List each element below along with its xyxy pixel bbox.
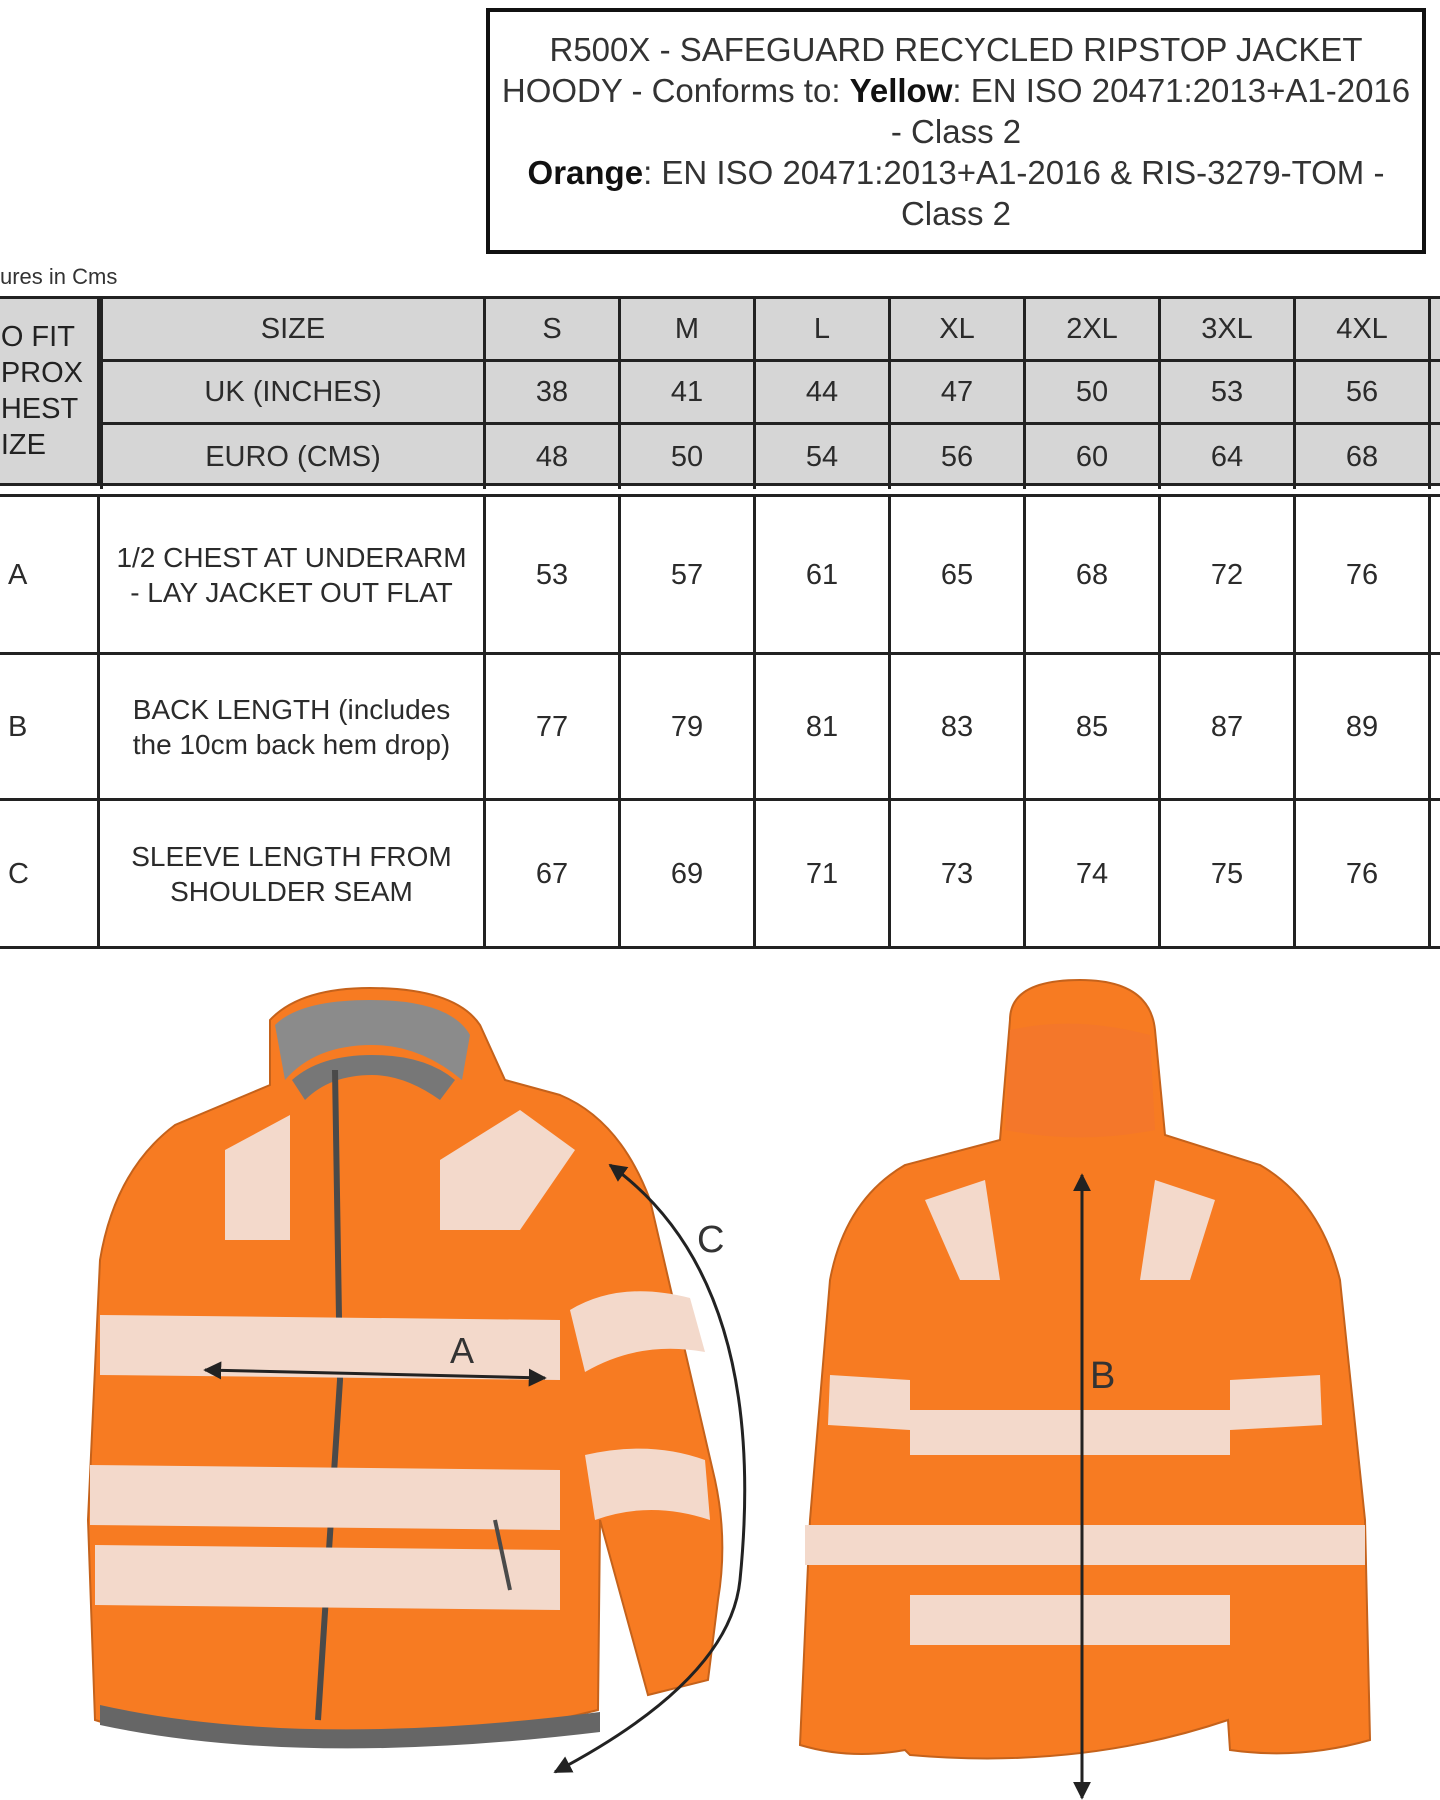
measure-value: 73 [891,801,1026,946]
measure-value: 57 [621,497,756,652]
title-line-2: HOODY - Conforms to: Yellow: EN ISO 20471:2013+A1-2016 [501,71,1411,109]
cut-off-cell [1431,497,1440,652]
measure-b-label: B [1090,1355,1116,1397]
measure-description: SLEEVE LENGTH FROM SHOULDER SEAM [100,801,486,946]
cut-off-cell [1431,425,1440,489]
jacket-diagram-area [0,960,1440,1800]
size-cell: XL [891,299,1026,362]
title-line-1: R500X - SAFEGUARD RECYCLED RIPSTOP JACKET [549,30,1363,68]
measure-value: 81 [756,655,891,798]
measure-value: 76 [1296,497,1431,652]
cut-off-cell [1431,362,1440,425]
size-cell: 4XL [1296,299,1431,362]
uk-cell: 47 [891,362,1026,425]
uk-cell: 38 [486,362,621,425]
euro-cell: 68 [1296,425,1431,489]
uk-cell: 56 [1296,362,1431,425]
table-row [0,497,1440,655]
euro-label: EURO (CMS) [100,425,486,489]
measure-value: 85 [1026,655,1161,798]
measure-code: A [0,497,100,652]
measure-value: 71 [756,801,891,946]
measure-value: 77 [486,655,621,798]
measure-value: 61 [756,497,891,652]
measure-description: BACK LENGTH (includes the 10cm back hem drop) [100,655,486,798]
measure-code: C [0,801,100,946]
measure-value: 68 [1026,497,1161,652]
size-cell: S [486,299,621,362]
uk-cell: 53 [1161,362,1296,425]
measure-code: B [0,655,100,798]
measurement-table [0,494,1440,949]
measure-value: 69 [621,801,756,946]
cut-off-cell [1431,801,1440,946]
back-jacket-illustration [800,980,1370,1798]
title-line-4: Orange: EN ISO 20471:2013+A1-2016 & RIS-3279-TOM - [527,153,1385,191]
euro-cell: 54 [756,425,891,489]
product-title-box [486,8,1426,254]
fit-chest-size-header: O FIT PROX HEST IZE [0,296,100,486]
euro-cell: 64 [1161,425,1296,489]
measure-value: 76 [1296,801,1431,946]
size-label: SIZE [100,299,486,362]
measure-description: 1/2 CHEST AT UNDERARM - LAY JACKET OUT FLAT [100,497,486,652]
euro-cell: 50 [621,425,756,489]
measure-value: 75 [1161,801,1296,946]
front-jacket-illustration [88,988,745,1772]
cut-off-cell [1431,655,1440,798]
uk-cell: 50 [1026,362,1161,425]
uk-cell: 41 [621,362,756,425]
measure-value: 89 [1296,655,1431,798]
table-row [0,655,1440,801]
uk-cell: 44 [756,362,891,425]
measure-value: 87 [1161,655,1296,798]
euro-cell: 48 [486,425,621,489]
size-header-table [100,296,1440,486]
measure-value: 65 [891,497,1026,652]
measure-value: 74 [1026,801,1161,946]
measure-value: 83 [891,655,1026,798]
title-line-5: Class 2 [900,194,1012,232]
measure-value: 72 [1161,497,1296,652]
jacket-diagrams [0,960,1440,1800]
size-cell: 3XL [1161,299,1296,362]
size-cell: M [621,299,756,362]
units-note: ures in Cms [0,264,118,289]
measure-c-label: C [697,1219,725,1261]
measure-value: 53 [486,497,621,652]
euro-cell: 60 [1026,425,1161,489]
measure-a-label: A [450,1330,475,1371]
title-line-3: - Class 2 [890,112,1022,150]
measure-value: 79 [621,655,756,798]
size-cell: 2XL [1026,299,1161,362]
euro-cell: 56 [891,425,1026,489]
cut-off-cell [1431,299,1440,362]
size-cell: L [756,299,891,362]
table-row [0,801,1440,949]
uk-label: UK (INCHES) [100,362,486,425]
measure-value: 67 [486,801,621,946]
